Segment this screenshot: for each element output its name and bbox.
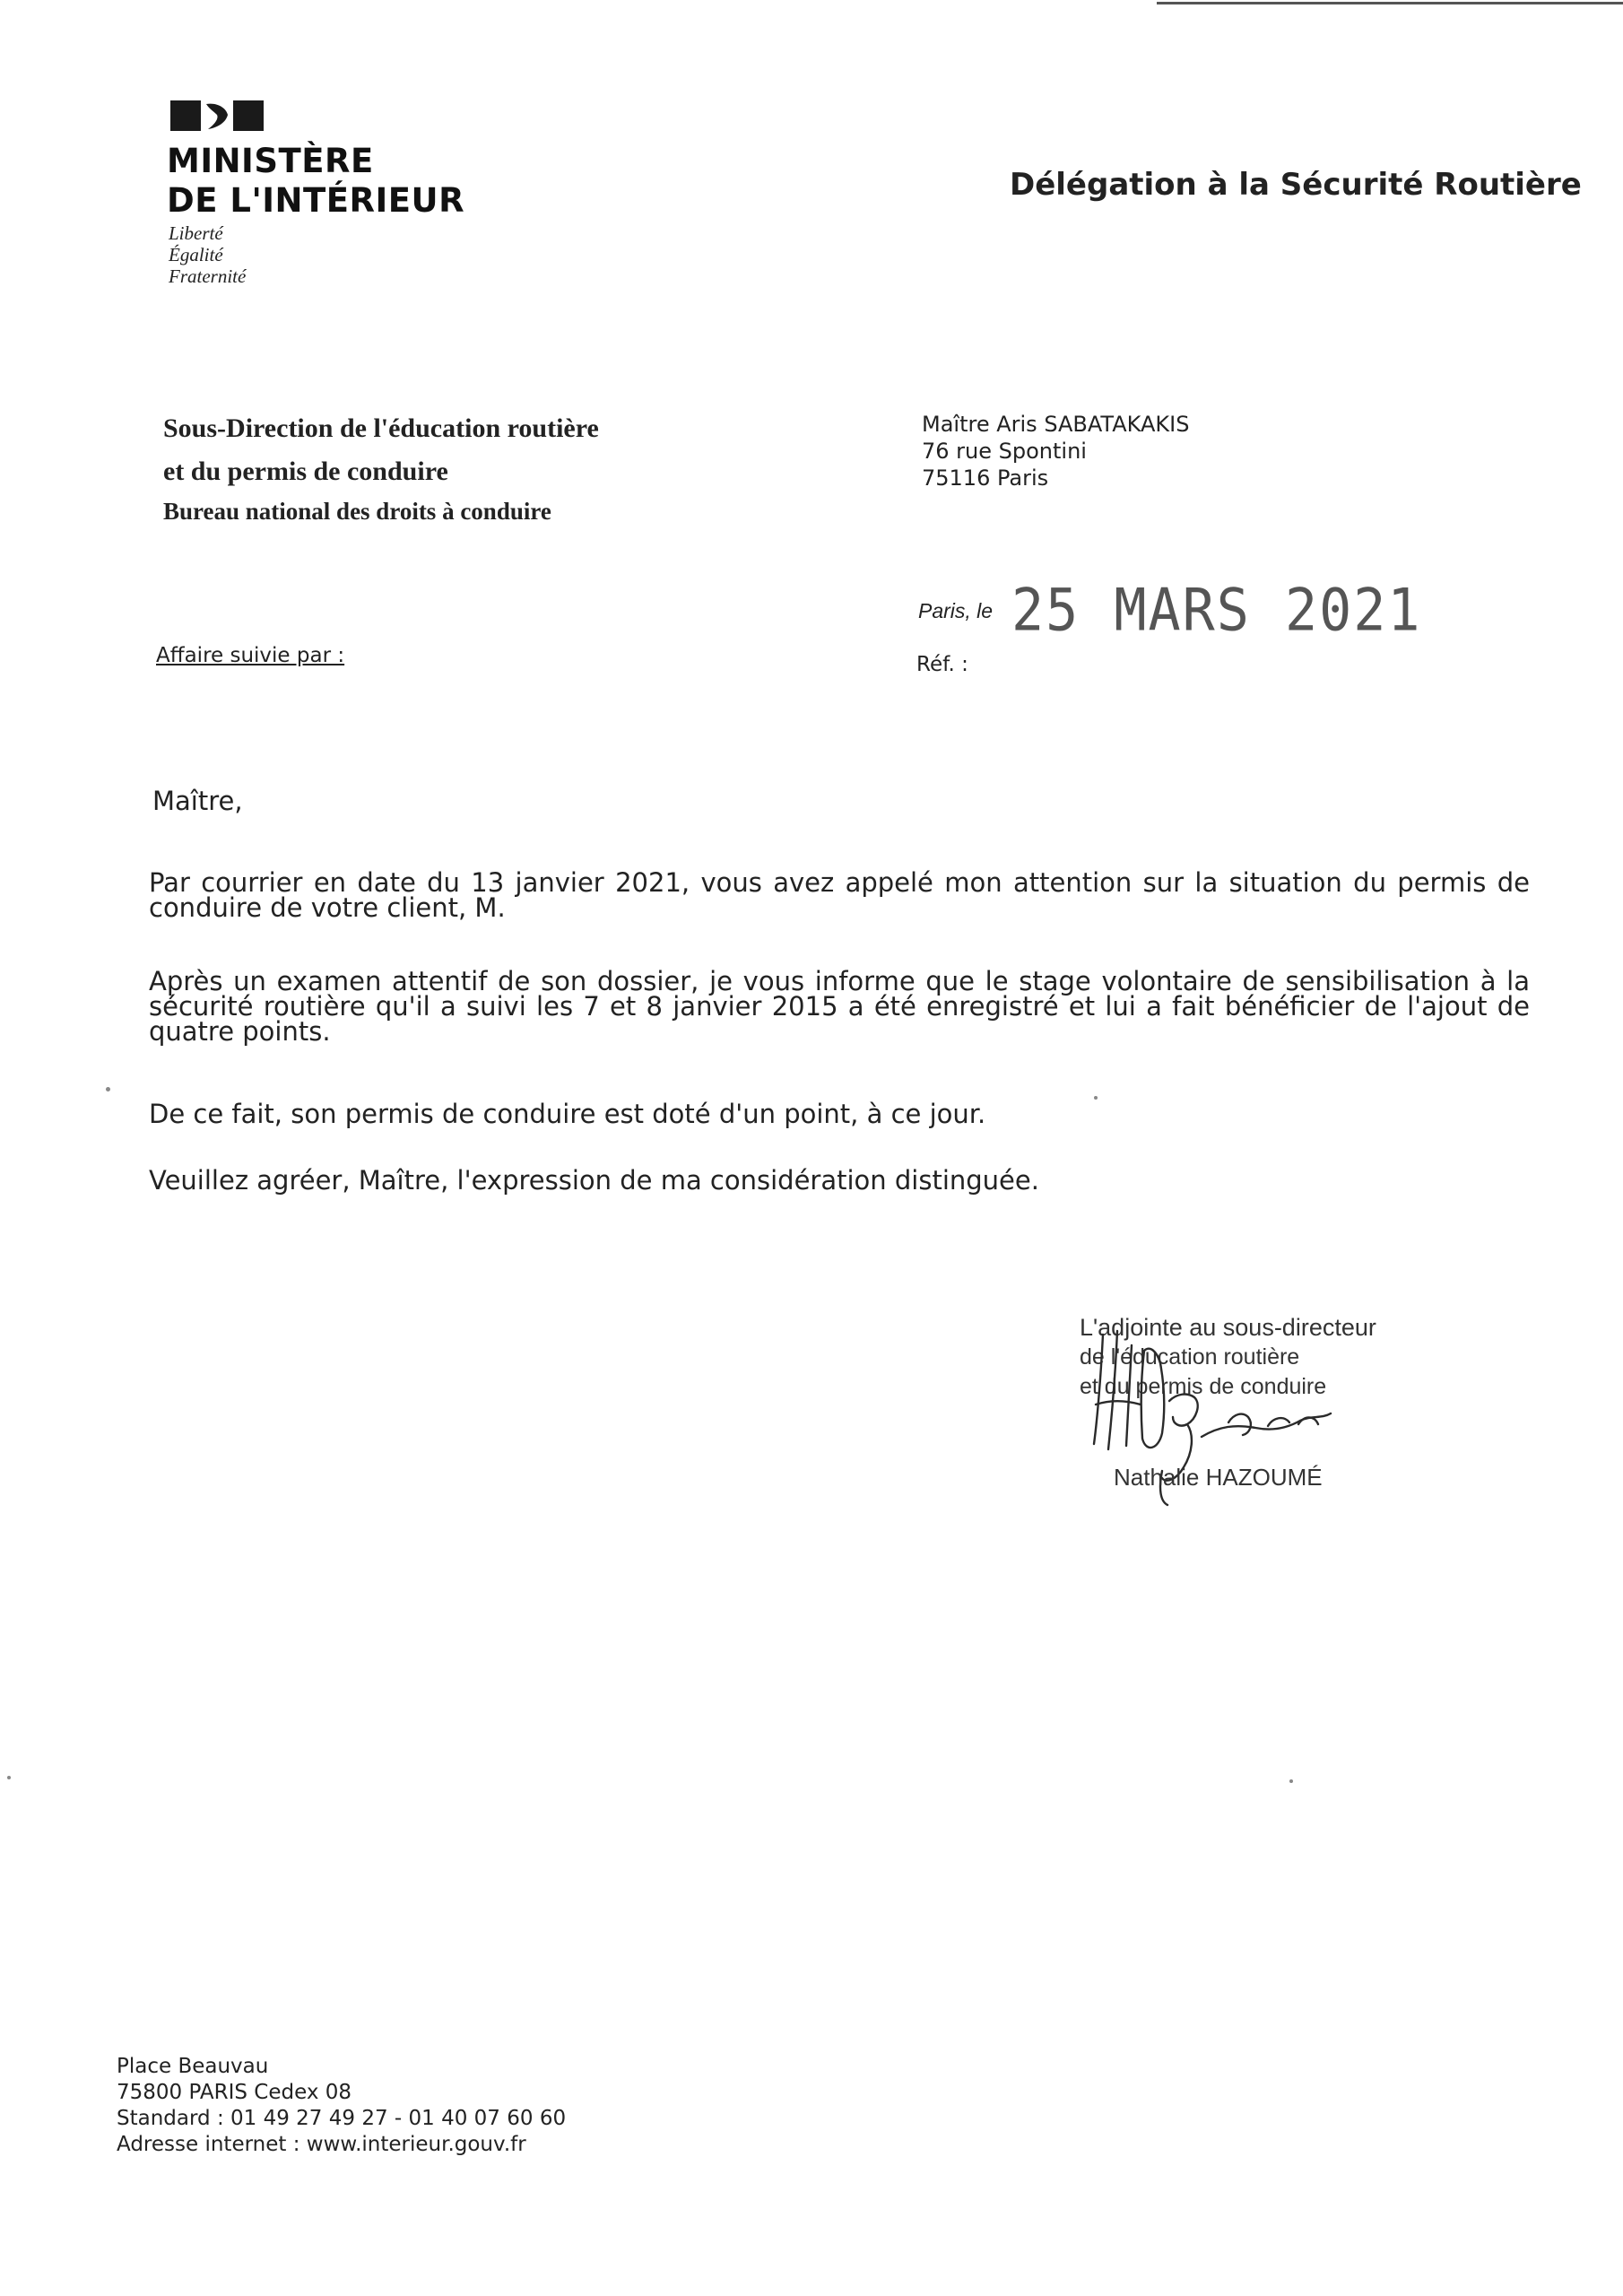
- body-paragraph-4: Veuillez agréer, Maître, l'expression de ma considération distinguée.: [149, 1165, 1039, 1196]
- marianne-logo-icon: [170, 97, 264, 133]
- scan-edge-line: [1157, 2, 1623, 4]
- recipient-address: [922, 411, 1189, 491]
- recipient-street: 76 rue Spontini: [922, 439, 1087, 464]
- republic-motto: [169, 222, 246, 287]
- footer-contact: [117, 2054, 566, 2158]
- sender-department: [163, 407, 599, 529]
- salutation: Maître,: [152, 786, 243, 816]
- footer-website: Adresse internet : www.interieur.gouv.fr: [117, 2133, 526, 2156]
- delegation-title: Délégation à la Sécurité Routière: [1010, 167, 1582, 203]
- ministry-name-line1: MINISTÈRE: [167, 142, 374, 180]
- scan-speck: [1289, 1779, 1293, 1783]
- footer-address-line2: 75800 PARIS Cedex 08: [117, 2081, 352, 2104]
- signatory-name: Nathalie HAZOUMÉ: [1114, 1464, 1323, 1491]
- footer-address-line1: Place Beauvau: [117, 2055, 269, 2078]
- date-label: Paris, le: [918, 599, 994, 622]
- body-paragraph-2: Après un examen attentif de son dossier, je vous informe que le stage volontaire de sensibilisation à la sécurité routière qu'il a suivi les 7 et 8 janvier 2015 a été enregistré et lui a fait bénéficier de l'ajout de quatre points.: [149, 966, 1530, 1047]
- reference-label: Réf. :: [916, 653, 968, 676]
- recipient-city: 75116 Paris: [922, 465, 1049, 491]
- signatory-title-line3: et du permis de conduire: [1080, 1374, 1327, 1399]
- ministry-name-line2: DE L'INTÉRIEUR: [167, 181, 465, 220]
- motto-egalite: Égalité: [169, 244, 223, 265]
- scan-speck: [1094, 1096, 1098, 1100]
- scan-speck: [7, 1776, 11, 1779]
- date-stamp: 25 MARS 2021: [1011, 577, 1422, 645]
- sender-line3: Bureau national des droits à conduire: [163, 498, 551, 525]
- motto-liberte: Liberté: [169, 222, 223, 244]
- body-paragraph-3: De ce fait, son permis de conduire est doté d'un point, à ce jour.: [149, 1099, 986, 1129]
- signatory-title-line1: L'adjointe au sous-directeur: [1080, 1314, 1376, 1341]
- affaire-suivie-label: Affaire suivie par :: [156, 644, 345, 667]
- motto-fraternite: Fraternité: [169, 265, 247, 287]
- scan-speck: [106, 1087, 110, 1091]
- ministry-name: [167, 142, 464, 221]
- sender-line2: et du permis de conduire: [163, 457, 448, 486]
- sender-line1: Sous-Direction de l'éducation routière: [163, 413, 599, 443]
- body-paragraph-1: Par courrier en date du 13 janvier 2021, vous avez appelé mon attention sur la situation du permis de conduire de votre client, M.: [149, 867, 1530, 923]
- footer-phone: Standard : 01 49 27 49 27 - 01 40 07 60 60: [117, 2107, 567, 2130]
- recipient-name: Maître Aris SABATAKAKIS: [922, 412, 1190, 437]
- signatory-title-line2: de l'éducation routière: [1080, 1344, 1300, 1370]
